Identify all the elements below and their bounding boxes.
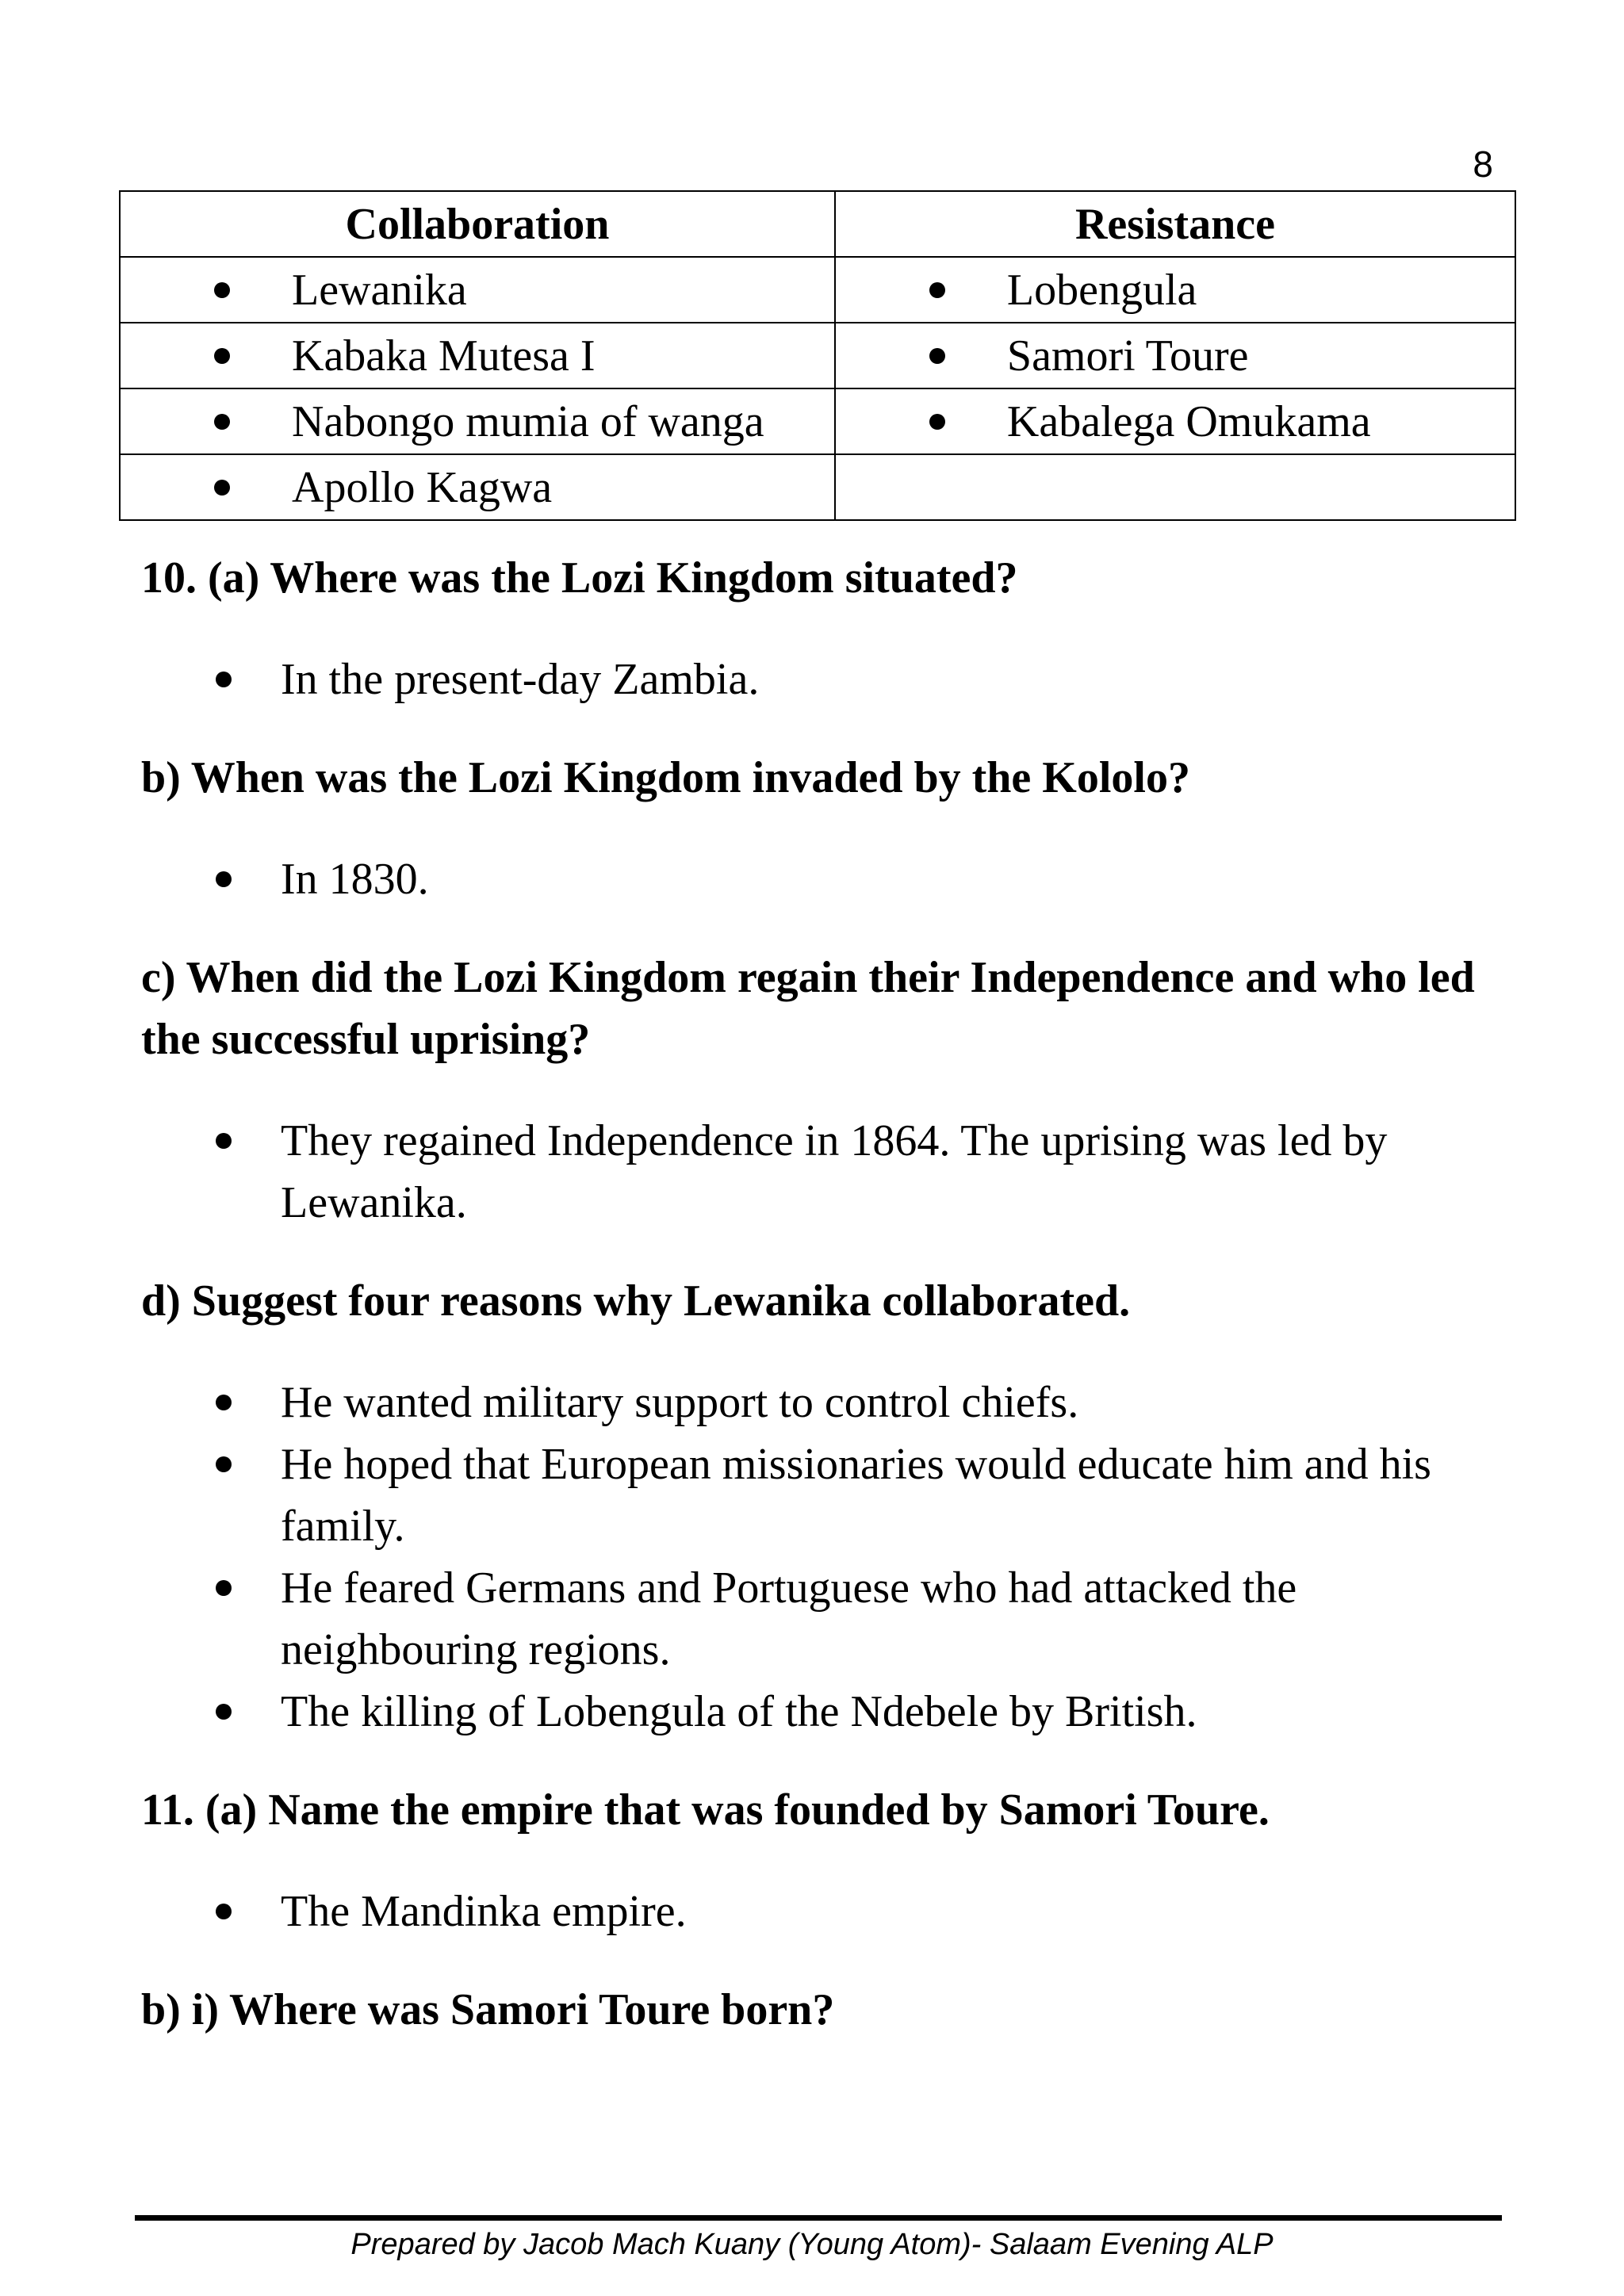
list-item — [141, 1681, 1505, 1743]
bullet-icon — [216, 1133, 232, 1149]
list-item — [141, 848, 1505, 910]
answer-list — [141, 649, 1505, 710]
answer-text: He wanted military support to control chiefs. — [281, 1378, 1079, 1427]
header-collaboration: Collaboration — [120, 191, 835, 257]
cell-text: Kabaka Mutesa I — [292, 331, 596, 381]
bullet-icon — [929, 414, 945, 430]
answer-text: The Mandinka empire. — [281, 1887, 687, 1936]
table-cell — [835, 388, 1515, 454]
bullet-icon — [929, 348, 945, 364]
question-10b: b) When was the Lozi Kingdom invaded by the Kololo? — [141, 753, 1190, 802]
header-resistance: Resistance — [835, 191, 1515, 257]
question-11a: 11. (a) Name the empire that was founded by Samori Toure. — [141, 1785, 1270, 1835]
bullet-icon — [216, 1580, 232, 1596]
page-number: 8 — [1473, 144, 1493, 185]
bullet-icon — [216, 1704, 232, 1720]
question-10d: d) Suggest four reasons why Lewanika collaborated. — [141, 1276, 1131, 1326]
list-item — [141, 1372, 1505, 1433]
bullet-icon — [216, 1395, 232, 1410]
answer-text: He hoped that European missionaries would educate him and his family. — [281, 1440, 1431, 1551]
bullet-icon — [216, 1456, 232, 1472]
table-header-row — [120, 191, 1515, 257]
bullet-icon — [216, 871, 232, 887]
answer-text: They regained Independence in 1864. The uprising was led by Lewanika. — [281, 1116, 1388, 1227]
table-cell — [120, 388, 835, 454]
bullet-icon — [214, 480, 230, 496]
cell-text: Lewanika — [292, 265, 467, 315]
bullet-icon — [214, 348, 230, 364]
list-item — [141, 1881, 1505, 1942]
footer-credit: Prepared by Jacob Mach Kuany (Young Atom)- Salaam Evening ALP — [350, 2228, 1274, 2261]
table-cell — [835, 323, 1515, 388]
question-10a: 10. (a) Where was the Lozi Kingdom situated? — [141, 553, 1018, 603]
table-cell — [120, 454, 835, 520]
questions-section — [141, 547, 1505, 2041]
answer-list — [141, 1881, 1505, 1942]
bullet-icon — [216, 1904, 232, 1919]
bullet-icon — [214, 282, 230, 298]
table-row — [120, 257, 1515, 323]
cell-text: Apollo Kagwa — [292, 462, 553, 512]
table-cell-empty — [835, 454, 1515, 520]
collaboration-resistance-table — [119, 190, 1516, 521]
table-row — [120, 388, 1515, 454]
answer-list — [141, 1372, 1505, 1743]
cell-text: Kabalega Omukama — [1006, 396, 1371, 446]
cell-text: Nabongo mumia of wanga — [292, 396, 764, 446]
cell-text: Samori Toure — [1006, 331, 1249, 381]
table-row — [120, 454, 1515, 520]
answer-list — [141, 1110, 1505, 1234]
answer-text: He feared Germans and Portuguese who had attacked the neighbouring regions. — [281, 1563, 1297, 1674]
question-11b-i: b) i) Where was Samori Toure born? — [141, 1985, 835, 2034]
list-item — [141, 1433, 1505, 1557]
table-cell — [835, 257, 1515, 323]
table-row — [120, 323, 1515, 388]
answer-list — [141, 848, 1505, 910]
bullet-icon — [929, 282, 945, 298]
table-cell — [120, 257, 835, 323]
answer-text: The killing of Lobengula of the Ndebele by British. — [281, 1687, 1197, 1736]
answer-text: In 1830. — [281, 855, 429, 904]
bullet-icon — [216, 672, 232, 687]
bullet-icon — [214, 414, 230, 430]
list-item — [141, 649, 1505, 710]
list-item — [141, 1110, 1505, 1234]
question-10c: c) When did the Lozi Kingdom regain their Independence and who led the successful uprising? — [141, 953, 1475, 1064]
list-item — [141, 1557, 1505, 1681]
table-cell — [120, 323, 835, 388]
answer-text: In the present-day Zambia. — [281, 655, 760, 704]
footer-divider — [135, 2215, 1502, 2221]
cell-text: Lobengula — [1006, 265, 1197, 315]
